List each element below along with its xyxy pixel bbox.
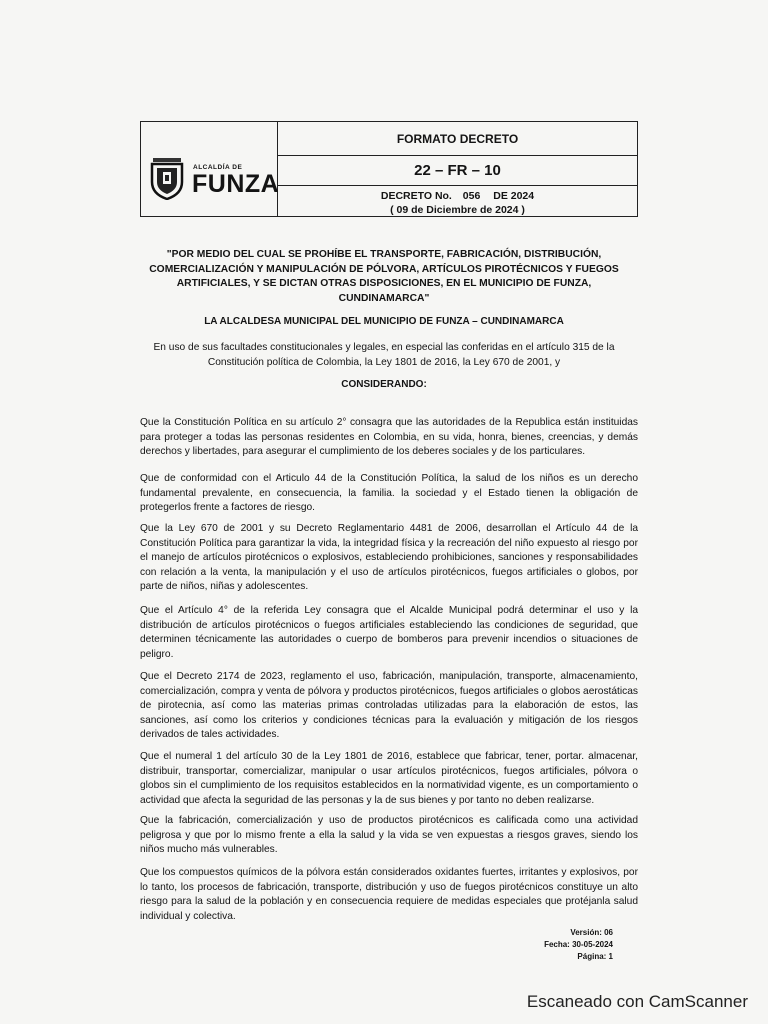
logo-subtitle: ALCALDÍA DE: [193, 164, 243, 171]
paragraph-4: Que el Artículo 4° de la referida Ley consagra que el Alcalde Municipal podrá determinar el uso y la distribución de artículos pirotécnicos o fuegos artificiales estableciendo las condiciones de seguridad, que determinen técnicamente las autoridades o cuerpo de bomberos para prevenir incendios o situaciones de peligro.: [140, 605, 638, 660]
paragraph-7: Que la fabricación, comercialización y uso de productos pirotécnicos es calificada como una actividad peligrosa y que por lo mismo frente a ella la salud y la vida se ven expuestas a riesgos graves, siendo los niños mucho más vulnerables.: [140, 815, 638, 855]
coat-of-arms-icon: [149, 158, 185, 200]
decree-number: 056: [462, 190, 481, 202]
scanner-watermark: Escaneado con CamScanner: [526, 992, 748, 1011]
paragraph-2: Que de conformidad con el Articulo 44 de la Constitución Política, la salud de los niños es un derecho fundamental prevalente, en consecuencia, la familia. la sociedad y el Estado tienen la obligación de protegerlos frente a factores de riesgo.: [140, 473, 638, 513]
decree-title: "POR MEDIO DEL CUAL SE PROHÍBE EL TRANSPORTE, FABRICACIÓN, DISTRIBUCIÓN, COMERCIALIZACIÓN Y MANIPULACIÓN DE PÓLVORA, ARTÍCULOS PIROTÉCNICOS Y FUEGOS ARTIFICIALES, Y SE DICTAN OTRAS DISPOSICIONES, EN EL MUNICIPIO DE FUNZA, CUNDINAMARCA": [149, 249, 619, 304]
form-title: FORMATO DECRETO: [278, 122, 637, 156]
footer-page: Página: 1: [577, 952, 613, 961]
decree-number-line: [278, 189, 637, 203]
decree-date: ( 09 de Diciembre de 2024 ): [390, 204, 525, 216]
paragraph-8: Que los compuestos químicos de la pólvora están considerados oxidantes fuertes, irritantes y explosivos, por lo tanto, los procesos de fabricación, transporte, distribución y uso de fuegos pirotécnicos constituye un alto riesgo para la salud de la población y en consecuencia requiere de medidas especiales que protéjanla salud individual y colectiva.: [140, 867, 638, 922]
footer-version: Versión: 06: [570, 928, 613, 937]
paragraph-1: Que la Constitución Política en su artículo 2° consagra que las autoridades de la Republica están instituidas para proteger a todas las personas residentes en Colombia, en su vida, honra, bienes, creencias, y demás derechos y libertades, para asegurar el cumplimiento de los deberes sociales y de los particulares.: [140, 417, 638, 457]
document-header-table: [140, 121, 638, 217]
intro-paragraph: En uso de sus facultades constitucionales y legales, en especial las conferidas en el artículo 315 de la Constitución política de Colombia, la Ley 1801 de 2016, la Ley 670 de 2001, y: [153, 342, 615, 368]
footer-date: Fecha: 30-05-2024: [544, 940, 613, 949]
paragraph-6: Que el numeral 1 del artículo 30 de la Ley 1801 de 2016, establece que fabricar, tener, portar. almacenar, distribuir, transportar, comercializar, manipular o usar artículos pirotécnicos, fuegos artificiales, pólvora o globos sin el cumplimiento de los requisitos establecidos en la normatividad vigente, es un comportamiento o actividad que afecta la seguridad de las personas y la de sus bienes y por tanto no deben realizarse.: [140, 751, 638, 806]
decree-label: DECRETO No.: [380, 190, 452, 202]
logo-cell: [141, 122, 278, 216]
considerando-heading: CONSIDERANDO:: [341, 379, 427, 390]
page-footer: [544, 927, 613, 963]
decree-info: [278, 186, 637, 218]
logo-name: FUNZA: [192, 170, 280, 198]
form-code: 22 – FR – 10: [278, 156, 637, 186]
issuing-authority: LA ALCALDESA MUNICIPAL DEL MUNICIPIO DE FUNZA – CUNDINAMARCA: [204, 316, 564, 327]
decree-year: DE 2024: [493, 190, 535, 202]
paragraph-3: Que la Ley 670 de 2001 y su Decreto Reglamentario 4481 de 2006, desarrollan el Artículo 44 de la Constitución Política para garantizar la vida, la integridad física y la recreación del niño expuesto al riesgo por el manejo de artículos pirotécnicos o explosivos, estableciendo prohibiciones, sanciones y responsabilidades con relación a la venta, la manipulación y el uso de artículos pirotécnicos, fuegos artificiales o globos, por parte de niños, niñas y adolescentes.: [140, 523, 638, 592]
paragraph-5: Que el Decreto 2174 de 2023, reglamento el uso, fabricación, manipulación, transporte, almacenamiento, comercialización, compra y venta de pólvora y productos pirotécnicos, fuegos artificiales o globos aerostáticas de pirotecnia, así como las materias primas controladas utilizadas para la elaboración de estos, las sanciones, así como los criterios y condiciones técnicas para la evaluación y mitigación de los riesgos derivados de tales actividades.: [140, 671, 638, 740]
